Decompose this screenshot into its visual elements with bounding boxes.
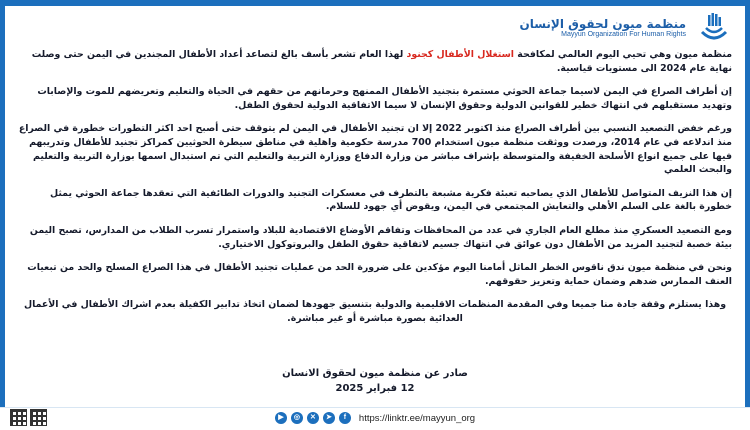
facebook-icon[interactable]: f bbox=[339, 412, 351, 424]
x-icon[interactable]: ✕ bbox=[307, 412, 319, 424]
header bbox=[519, 10, 732, 46]
org-name-arabic: منظمة ميون لحقوق الإنسان bbox=[519, 17, 686, 32]
social-icons bbox=[275, 412, 351, 424]
paragraph-5: ومع التصعيد العسكري منذ مطلع العام الجاري في عدد من المحافظات وتفاقم الأوضاع الاقتصادية للبلاد واستمرار تسرب الطلاب من المدارس، تصبح اليمن بيئة خصبة لتجنيد المزيد من الأطفال دون عوائق في انتهاك جسيم لاتفاقية حقوق الطفل والبروتوكول الاختياري. bbox=[29, 224, 732, 250]
org-name-english: Mayyun Organization For Human Rights bbox=[561, 30, 686, 38]
youtube-icon[interactable]: ▶ bbox=[275, 412, 287, 424]
paragraph-3: ورغم خفض التصعيد النسبي بين أطراف الصراع منذ اكتوبر 2022 إلا ان تجنيد الأطفال في اليمن لم يتوقف حتى أصبح احد اكثر التطورات خطورة في الصراع منذ اندلاعه في عام 2014، ورصدت ووثقت منظمة ميون استخدام 700 مدرسة حكومية واهلية في مناطق سيطرة الحوثيين كمراكز تجنيد للأطفال وتدريبهم فيها على جميع انواع الأسلحة الخفيفة والمتوسطة بإشراف مباشر من وزارة الدفاع ووزارة التربية والتعليم التي تم استبدال اسمها بوزارة التربية والتعليم والبحث العلمي bbox=[18, 123, 732, 176]
signature-block bbox=[0, 366, 750, 396]
linktree-link[interactable]: https://linktr.ee/mayyun_org bbox=[358, 412, 476, 424]
highlight-child-soldiers: استغلال الأطفال كجنود bbox=[406, 49, 514, 60]
signature-date: 12 فبراير 2025 bbox=[335, 383, 415, 394]
instagram-icon[interactable]: ◎ bbox=[291, 412, 303, 424]
paragraph-7: وهذا يستلزم وقفة جادة منا جميعا وفي المقدمة المنظمات الاقليمية والدولية بتنسيق جهودها لضمان اتخاذ تدابير الكفيلة بعدم اشراك الأطفال في الأعمال العدائية بصورة مباشرة أو غير مباشرة. bbox=[23, 299, 727, 324]
paragraph-1: منظمة ميون وهي تحيي اليوم العالمي لمكافحة استغلال الأطفال كجنود لهذا العام تشعر بأسف بالغ لتصاعد أعداد الأطفال المجندين في اليمن حتى وصلت نهاية عام 2024 الى مستويات قياسية. bbox=[31, 49, 732, 74]
paragraph-2: إن أطراف الصراع في اليمن لاسيما جماعة الحوثي مستمرة بتجنيد الأطفال الممنهج وحرمانهم من حقهم في الحياة والتعليم وتعريضهم للموت والإصابات وتهديد مستقبلهم في انتهاك خطير للقوانين الدولية وحقوق الإنسان لا سيما الاتفاقية الدولية لحقوق الطفل. bbox=[37, 86, 732, 111]
paragraph-4: إن هذا النزيف المتواصل للأطفال الذي يصاحبه تعبئة فكرية مشبعة بالتطرف في معسكرات التجنيد والدورات الطائفية التي تعقدها جماعة الحوثي يمثل خطورة بالغة على السلم الأهلي والتعايش المجتمعي في اليمن، ويقوض أي جهود للسلام. bbox=[49, 187, 732, 213]
paragraph-6: ونحن في منظمة ميون ندق ناقوس الخطر الماثل أمامنا اليوم مؤكدين على ضرورة الحد من عمليات تجنيد الأطفال في هذا الصراع المسلح والحد من تبعيات العنف الممارس ضدهم وضمان حماية وتعزيز حقوقهم. bbox=[27, 262, 732, 287]
signature-issuer: صادر عن منظمة ميون لحقوق الانسان bbox=[282, 368, 468, 379]
org-names bbox=[519, 18, 686, 38]
top-border bbox=[0, 0, 750, 6]
footer bbox=[0, 409, 750, 427]
telegram-icon[interactable]: ➤ bbox=[323, 412, 335, 424]
hand-emblem-icon bbox=[696, 10, 732, 46]
statement-body bbox=[18, 48, 732, 336]
